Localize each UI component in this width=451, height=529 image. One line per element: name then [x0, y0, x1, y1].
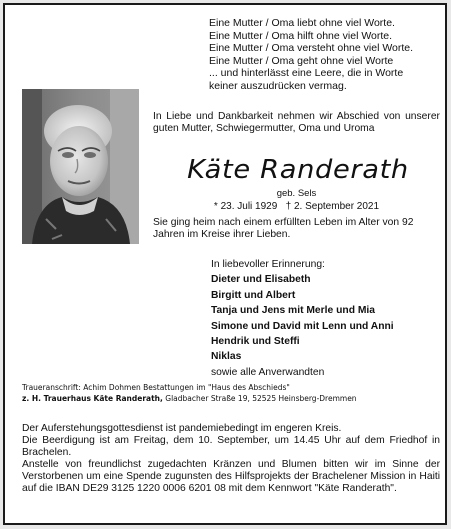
poem	[209, 17, 445, 93]
mourners-heading: In liebevoller Erinnerung:	[211, 259, 325, 270]
burial-note: Die Beerdigung ist am Freitag, dem 10. September, um 14.45 Uhr auf dem Friedhof in Brachelen.	[22, 435, 440, 458]
donation-note: Anstelle von freundlichst zugedachten Kränzen und Blumen bitten wir im Sinne der Verstorbenen um eine Spende zugunsten des Hilfsprojekts der Brachelener Mission in Haiti auf die IBAN DE29 3125 1220 0006 6201 08 mit dem Kennwort "Käte Randerath".	[22, 459, 440, 494]
obituary-card	[3, 3, 447, 525]
portrait-photo	[22, 89, 139, 244]
poem-line: Eine Mutter / Oma liebt ohne viel Worte.	[209, 17, 395, 29]
address-street: Gladbacher Straße 19, 52525 Heinsberg-Dremmen	[162, 393, 357, 403]
address-line: Traueranschrift: Achim Dohmen Bestattungen im "Haus des Abschieds"	[22, 383, 290, 392]
address-recipient: z. H. Trauerhaus Käte Randerath,	[22, 393, 163, 403]
life-text: Sie ging heim nach einem erfüllten Leben im Alter von 92 Jahren im Kreise ihrer Lieben.	[153, 217, 414, 241]
poem-line: keiner auszudrücken vermag.	[209, 79, 347, 92]
deceased-name: Käte Randerath	[187, 155, 409, 185]
mourner-name: Simone und David mit Lenn und Anni	[211, 320, 394, 332]
mourners-closing: sowie alle Anverwandten	[211, 366, 325, 378]
poem-line: ... und hinterlässt eine Leere, die in Worte	[209, 67, 404, 80]
mourner-name: Birgitt und Albert	[211, 289, 296, 301]
poem-line: Eine Mutter / Oma hilft ohne viel Worte.	[209, 29, 393, 42]
mourner-name: Niklas	[211, 351, 242, 363]
mourning-address	[22, 383, 447, 405]
poem-line: Eine Mutter / Oma versteht ohne viel Worte.	[209, 42, 414, 55]
intro-text: In Liebe und Dankbarkeit nehmen wir Abschied von unserer guten Mutter, Schwiegermutter, Oma und Uroma	[153, 111, 440, 135]
funeral-notes	[22, 423, 440, 495]
death-date: † 2. September 2021	[285, 201, 380, 212]
mourners-list	[211, 257, 441, 380]
address-line	[22, 394, 447, 405]
birth-date: * 23. Juli 1929	[213, 201, 278, 212]
service-note: Der Auferstehungsgottesdienst ist pandemiebedingt im engeren Kreis.	[22, 423, 342, 434]
born-name: geb. Sels	[276, 188, 317, 199]
poem-line: Eine Mutter / Oma geht ohne viel Worte	[209, 54, 394, 67]
life-dates	[153, 201, 440, 212]
mourner-name: Hendrik und Steffi	[211, 336, 300, 348]
mourner-name: Dieter und Elisabeth	[211, 274, 311, 286]
mourner-name: Tanja und Jens mit Merle und Mia	[211, 305, 376, 317]
